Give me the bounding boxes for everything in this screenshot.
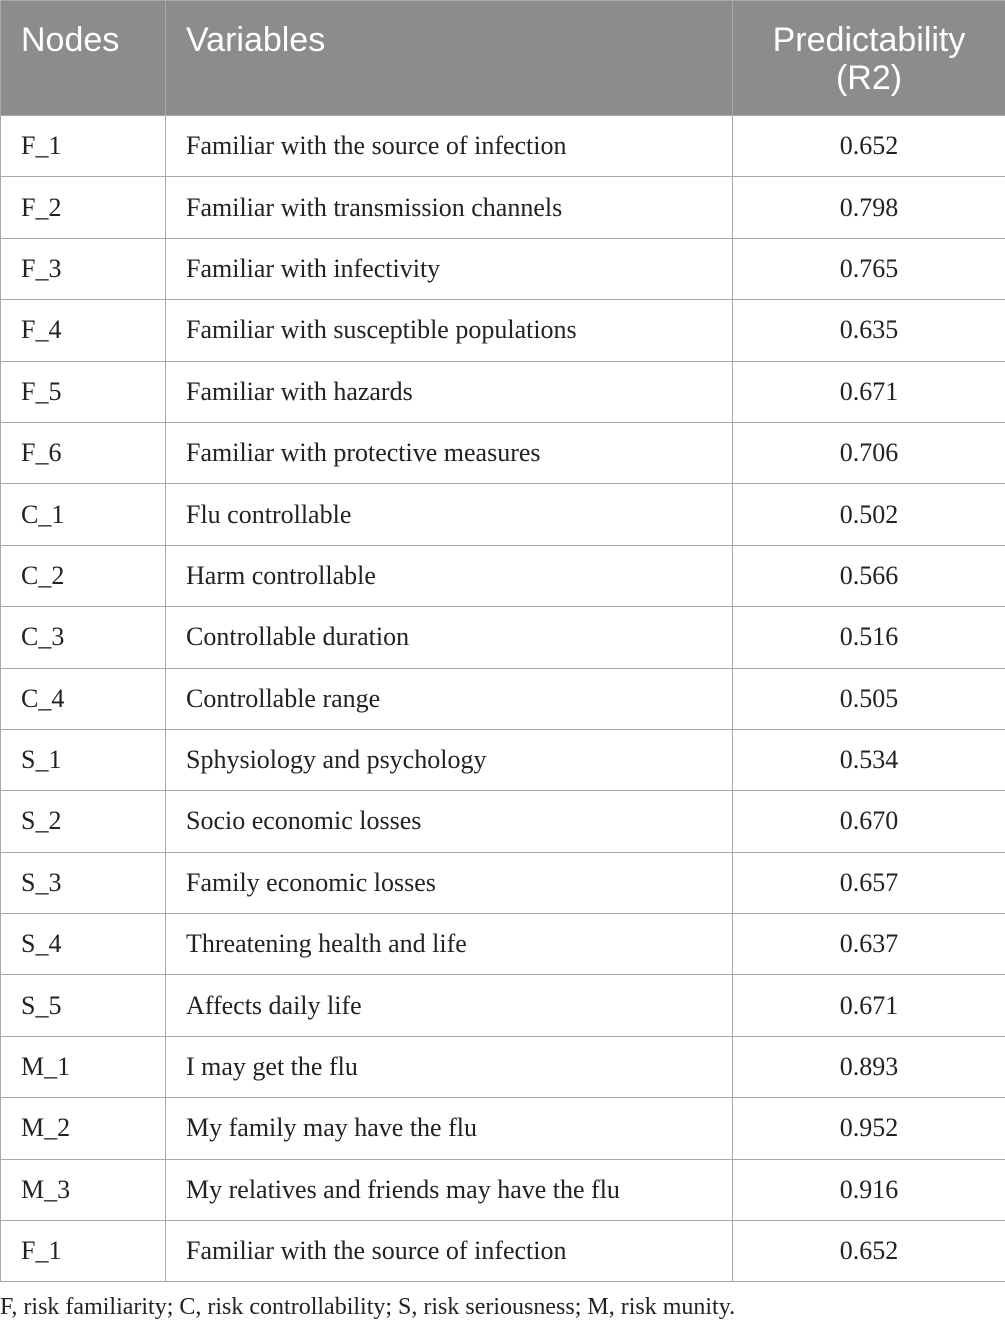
predictability-cell: 0.637 bbox=[733, 914, 1005, 975]
predictability-cell: 0.916 bbox=[733, 1159, 1005, 1220]
predictability-cell: 0.566 bbox=[733, 545, 1005, 606]
predictability-cell: 0.671 bbox=[733, 361, 1005, 422]
variable-cell: Controllable duration bbox=[166, 607, 733, 668]
node-cell: C_3 bbox=[1, 607, 166, 668]
node-cell: S_1 bbox=[1, 729, 166, 790]
header-predictability-line2: (R2) bbox=[835, 59, 903, 97]
table-row bbox=[1, 914, 1005, 975]
table-row bbox=[1, 1036, 1005, 1097]
table-row bbox=[1, 1159, 1005, 1220]
predictability-cell: 0.706 bbox=[733, 422, 1005, 483]
node-cell: F_3 bbox=[1, 238, 166, 299]
variable-cell: Family economic losses bbox=[166, 852, 733, 913]
table-row bbox=[1, 1098, 1005, 1159]
variable-cell: I may get the flu bbox=[166, 1036, 733, 1097]
variable-cell: Familiar with the source of infection bbox=[166, 116, 733, 177]
node-cell: C_4 bbox=[1, 668, 166, 729]
variable-cell: Familiar with protective measures bbox=[166, 422, 733, 483]
predictability-cell: 0.635 bbox=[733, 300, 1005, 361]
header-predictability-line1: Predictability bbox=[772, 21, 966, 59]
node-cell: F_1 bbox=[1, 1221, 166, 1282]
node-cell: C_1 bbox=[1, 484, 166, 545]
variable-cell: Familiar with transmission channels bbox=[166, 177, 733, 238]
predictability-cell: 0.670 bbox=[733, 791, 1005, 852]
node-cell: M_3 bbox=[1, 1159, 166, 1220]
table-row bbox=[1, 607, 1005, 668]
variable-cell: Familiar with hazards bbox=[166, 361, 733, 422]
node-cell: F_2 bbox=[1, 177, 166, 238]
variable-cell: Familiar with infectivity bbox=[166, 238, 733, 299]
variable-cell: Controllable range bbox=[166, 668, 733, 729]
variable-cell: My relatives and friends may have the flu bbox=[166, 1159, 733, 1220]
predictability-cell: 0.502 bbox=[733, 484, 1005, 545]
table-row bbox=[1, 852, 1005, 913]
table-row bbox=[1, 422, 1005, 483]
header-predictability bbox=[733, 1, 1005, 116]
predictability-cell: 0.765 bbox=[733, 238, 1005, 299]
node-cell: S_2 bbox=[1, 791, 166, 852]
predictability-cell: 0.652 bbox=[733, 1221, 1005, 1282]
node-cell: F_6 bbox=[1, 422, 166, 483]
table-row bbox=[1, 238, 1005, 299]
variable-cell: Affects daily life bbox=[166, 975, 733, 1036]
table-row bbox=[1, 177, 1005, 238]
predictability-cell: 0.952 bbox=[733, 1098, 1005, 1159]
node-cell: C_2 bbox=[1, 545, 166, 606]
table-row bbox=[1, 300, 1005, 361]
node-cell: M_1 bbox=[1, 1036, 166, 1097]
table-header bbox=[1, 1, 1005, 116]
table-row bbox=[1, 116, 1005, 177]
node-cell: F_1 bbox=[1, 116, 166, 177]
node-cell: F_5 bbox=[1, 361, 166, 422]
predictability-cell: 0.652 bbox=[733, 116, 1005, 177]
variable-cell: My family may have the flu bbox=[166, 1098, 733, 1159]
header-variables: Variables bbox=[166, 1, 733, 116]
variable-cell: Threatening health and life bbox=[166, 914, 733, 975]
table-row bbox=[1, 545, 1005, 606]
variable-cell: Familiar with the source of infection bbox=[166, 1221, 733, 1282]
header-row bbox=[1, 1, 1005, 116]
variable-cell: Flu controllable bbox=[166, 484, 733, 545]
table-row bbox=[1, 729, 1005, 790]
predictability-cell: 0.798 bbox=[733, 177, 1005, 238]
node-cell: M_2 bbox=[1, 1098, 166, 1159]
node-cell: F_4 bbox=[1, 300, 166, 361]
table-row bbox=[1, 1221, 1005, 1282]
predictability-cell: 0.671 bbox=[733, 975, 1005, 1036]
table-footnote: F, risk familiarity; C, risk controllability; S, risk seriousness; M, risk munity. bbox=[0, 1294, 736, 1320]
node-cell: S_3 bbox=[1, 852, 166, 913]
table-row bbox=[1, 975, 1005, 1036]
node-cell: S_5 bbox=[1, 975, 166, 1036]
predictability-cell: 0.534 bbox=[733, 729, 1005, 790]
table-row bbox=[1, 668, 1005, 729]
table-body bbox=[1, 116, 1005, 1282]
predictability-cell: 0.505 bbox=[733, 668, 1005, 729]
table-row bbox=[1, 791, 1005, 852]
predictability-cell: 0.893 bbox=[733, 1036, 1005, 1097]
variable-cell: Socio economic losses bbox=[166, 791, 733, 852]
variable-cell: Familiar with susceptible populations bbox=[166, 300, 733, 361]
header-nodes: Nodes bbox=[1, 1, 166, 116]
table-row bbox=[1, 361, 1005, 422]
variable-cell: Harm controllable bbox=[166, 545, 733, 606]
predictability-cell: 0.657 bbox=[733, 852, 1005, 913]
table-row bbox=[1, 484, 1005, 545]
variable-cell: Sphysiology and psychology bbox=[166, 729, 733, 790]
node-cell: S_4 bbox=[1, 914, 166, 975]
predictability-cell: 0.516 bbox=[733, 607, 1005, 668]
